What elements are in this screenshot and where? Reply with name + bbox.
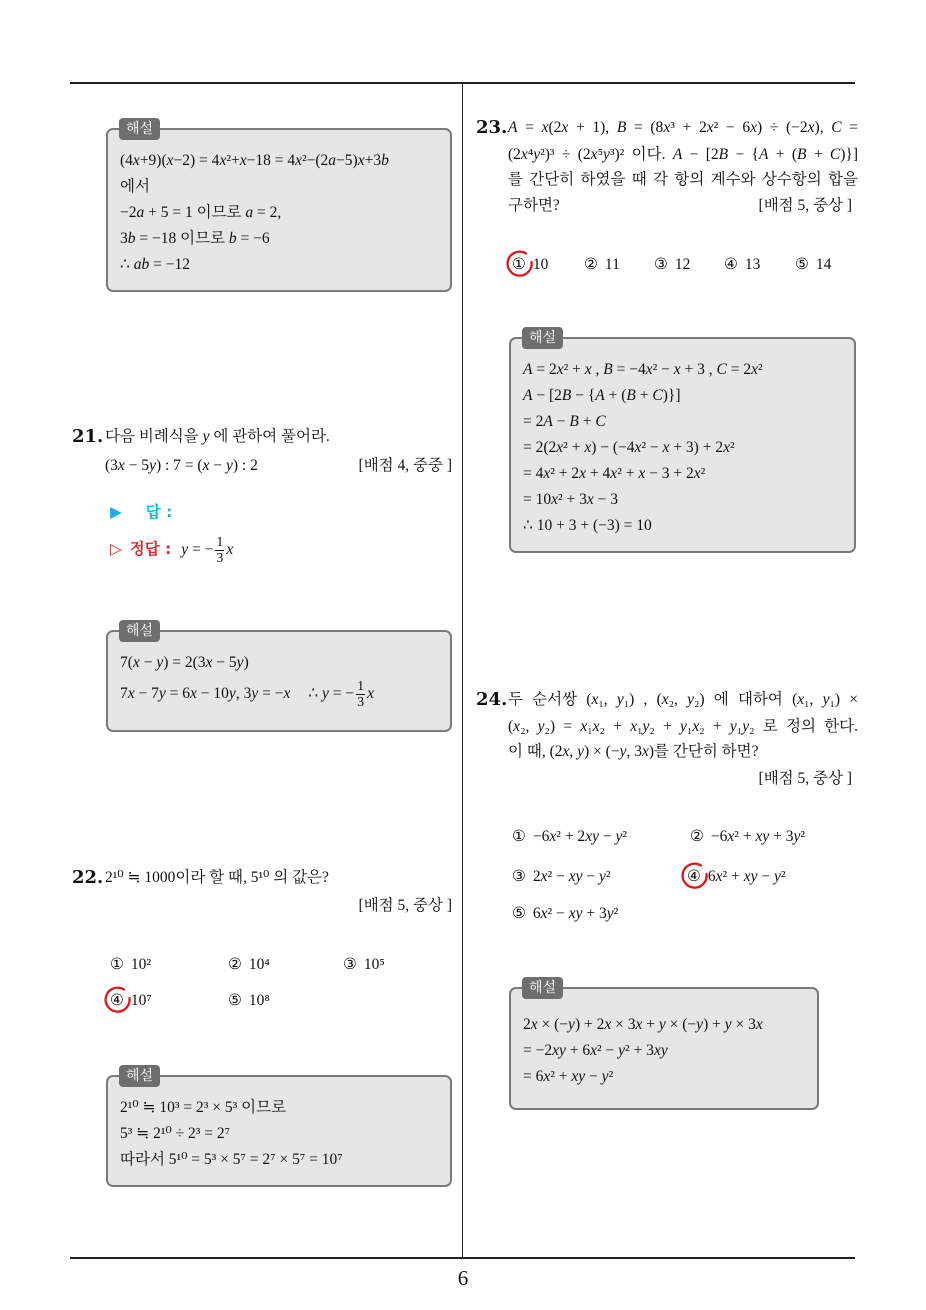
answer-marker-icon: ▶ — [110, 503, 122, 521]
choice-text: 12 — [674, 256, 691, 273]
choice-item — [690, 824, 805, 848]
question-text-22: 2¹⁰ ≒ 1000이라 할 때, 5¹⁰ 의 값은? — [105, 869, 329, 886]
correct-answer-line — [110, 532, 233, 566]
choice-item — [512, 864, 611, 888]
choice-number: ③ — [654, 255, 668, 273]
choice-number-glyph: ④ — [110, 991, 124, 1009]
correct-answer-label: 정답 : — [129, 540, 172, 558]
fraction-denominator: 3 — [357, 694, 365, 710]
explanation-line: (4x+9)(x−2) = 4x²+x−18 = 4x²−(2a−5)x+3b — [120, 152, 389, 169]
choice-item — [110, 988, 152, 1012]
answer-circle-mark — [102, 985, 132, 1015]
choice-text: 11 — [604, 256, 620, 273]
choice-text: −6x² + xy + 3y² — [710, 828, 805, 845]
explanation-line: 5³ ≒ 2¹⁰ ÷ 2³ = 2⁷ — [120, 1125, 231, 1142]
question-text-24: 이 때, (2x, y) × (−y, 3x)를 간단히 하면? — [508, 743, 759, 760]
explanation-text: x — [367, 685, 374, 702]
question-number-22: 22. — [72, 867, 104, 888]
choice-text: 10⁷ — [130, 992, 152, 1009]
choice-number: ⑤ — [512, 904, 526, 922]
explanation-line: ∴ ab = −12 — [120, 256, 190, 273]
question-points-22: [배점 5, 중상 ] — [358, 897, 452, 914]
choice-item — [654, 252, 690, 276]
choice-item — [110, 952, 151, 976]
question-points-24: [배점 5, 중상 ] — [758, 770, 852, 787]
choice-item — [584, 252, 620, 276]
fraction — [356, 679, 365, 710]
explanation-line: 2¹⁰ ≒ 10³ = 2³ × 5³ 이므로 — [120, 1099, 287, 1116]
choice-item — [724, 252, 760, 276]
explanation-line: 7(x − y) = 2(3x − 5y) — [120, 654, 249, 671]
answer-line — [110, 500, 172, 524]
answer-circle-mark — [679, 861, 709, 891]
explanation-tab: 해설 — [522, 327, 563, 349]
choice-number — [110, 988, 124, 1012]
choice-text: 10 — [532, 256, 549, 273]
choice-number: ④ — [724, 255, 738, 273]
choice-number: ⑤ — [795, 255, 809, 273]
explanation-tab: 해설 — [522, 977, 563, 999]
explanation-text: 7x − 7y = 6x − 10y, 3y = −x — [120, 685, 291, 702]
choice-number: ① — [512, 827, 526, 845]
question-number-21: 21. — [72, 426, 104, 447]
explanation-tab: 해설 — [119, 1065, 160, 1087]
correct-answer-suffix: x — [226, 541, 234, 558]
answer-label: 답 : — [145, 503, 173, 521]
question-points-21: [배점 4, 중중 ] — [358, 457, 452, 474]
column-divider — [462, 83, 463, 1258]
explanation-text: ∴ y = − — [308, 685, 355, 702]
question-points-23: [배점 5, 중상 ] — [758, 197, 852, 214]
choice-text: 14 — [815, 256, 832, 273]
choice-text: 6x² − xy + 3y² — [532, 905, 619, 922]
choice-text: 2x² − xy − y² — [532, 868, 611, 885]
explanation-box-q23 — [509, 330, 856, 553]
correct-answer-marker-icon: ▷ — [110, 540, 122, 558]
explanation-line: ∴ 10 + 3 + (−3) = 10 — [523, 517, 652, 534]
explanation-line: = 6x² + xy − y² — [523, 1068, 614, 1085]
question-text-24: (x₂, y₂) = x₁x₂ + x₁y₂ + y₁x₂ + y₁y₂ 로 정의 한다. — [508, 718, 859, 735]
choice-item — [228, 952, 270, 976]
choice-item — [512, 901, 618, 925]
answer-circle-mark — [504, 249, 534, 279]
question-number-24: 24. — [476, 689, 508, 710]
choice-item — [512, 252, 548, 276]
fraction-numerator: 1 — [357, 678, 365, 694]
choice-text: 6x² + xy − y² — [707, 868, 786, 885]
question-expression-21: (3x − 5y) : 7 = (x − y) : 2 — [105, 457, 258, 474]
choice-number: ⑤ — [228, 991, 242, 1009]
choice-number: ③ — [343, 955, 357, 973]
choice-number: ② — [228, 955, 242, 973]
choice-text: 13 — [744, 256, 761, 273]
choice-number-glyph: ④ — [687, 867, 701, 885]
explanation-line: A = 2x² + x , B = −4x² − x + 3 , C = 2x² — [523, 361, 763, 378]
explanation-line: = 2(2x² + x) − (−4x² − x + 3) + 2x² — [523, 439, 735, 456]
choice-number: ① — [110, 955, 124, 973]
explanation-box-q22 — [106, 1068, 452, 1187]
explanation-line: = 4x² + 2x + 4x² + x − 3 + 2x² — [523, 465, 706, 482]
choice-item — [228, 988, 270, 1012]
fraction-numerator: 1 — [216, 534, 224, 550]
choice-number: ② — [690, 827, 704, 845]
bottom-rule — [70, 1257, 855, 1259]
question-text-23: (2x⁴y²)³ ÷ (2x⁵y³)² 이다. A − [2B − {A + (B + C)}] — [508, 146, 859, 163]
explanation-line: 3b = −18 이므로 b = −6 — [120, 230, 270, 247]
choice-text: 10⁸ — [248, 992, 270, 1009]
explanation-line: 따라서 5¹⁰ = 5³ × 5⁷ = 2⁷ × 5⁷ = 10⁷ — [120, 1151, 343, 1168]
explanation-tab: 해설 — [119, 620, 160, 642]
explanation-line: 에서 — [120, 178, 150, 195]
question-text-21: 다음 비례식을 y 에 관하여 풀어라. — [105, 428, 330, 445]
choice-item — [795, 252, 831, 276]
choice-text: 10⁴ — [248, 956, 270, 973]
correct-answer-prefix: y = − — [181, 541, 214, 558]
choice-number — [687, 864, 701, 888]
explanation-line — [120, 676, 438, 712]
choice-text: 10² — [130, 956, 152, 973]
choice-number-glyph: ① — [512, 255, 526, 273]
fraction — [215, 535, 224, 566]
explanation-tab: 해설 — [119, 118, 160, 140]
explanation-box-q20 — [106, 121, 452, 292]
explanation-line: 2x × (−y) + 2x × 3x + y × (−y) + y × 3x — [523, 1016, 763, 1033]
question-number-23: 23. — [476, 117, 508, 138]
choice-number — [512, 252, 526, 276]
explanation-line: = −2xy + 6x² − y² + 3xy — [523, 1042, 668, 1059]
explanation-line: A − [2B − {A + (B + C)}] — [523, 387, 681, 404]
question-text-23: 구하면? — [508, 197, 560, 214]
choice-text: −6x² + 2xy − y² — [532, 828, 627, 845]
choice-number: ② — [584, 255, 598, 273]
choice-item — [343, 952, 385, 976]
explanation-box-q24 — [509, 980, 819, 1110]
choice-item — [687, 864, 786, 888]
page-number: 6 — [457, 1266, 469, 1290]
question-text-23: 를 간단히 하였을 때 각 항의 계수와 상수항의 합을 — [508, 171, 858, 188]
explanation-box-q21 — [106, 623, 452, 732]
question-text-23: A = x(2x + 1), B = (8x³ + 2x² − 6x) ÷ (−2x), C = — [508, 119, 859, 136]
choice-number: ③ — [512, 867, 526, 885]
explanation-line: = 2A − B + C — [523, 413, 606, 430]
choice-text: 10⁵ — [363, 956, 385, 973]
fraction-denominator: 3 — [216, 550, 224, 566]
choice-item — [512, 824, 627, 848]
question-text-24: 두 순서쌍 (x₁, y₁) , (x₂, y₂) 에 대하여 (x₁, y₁) × — [508, 691, 859, 708]
explanation-line: −2a + 5 = 1 이므로 a = 2, — [120, 204, 282, 221]
explanation-line: = 10x² + 3x − 3 — [523, 491, 619, 508]
